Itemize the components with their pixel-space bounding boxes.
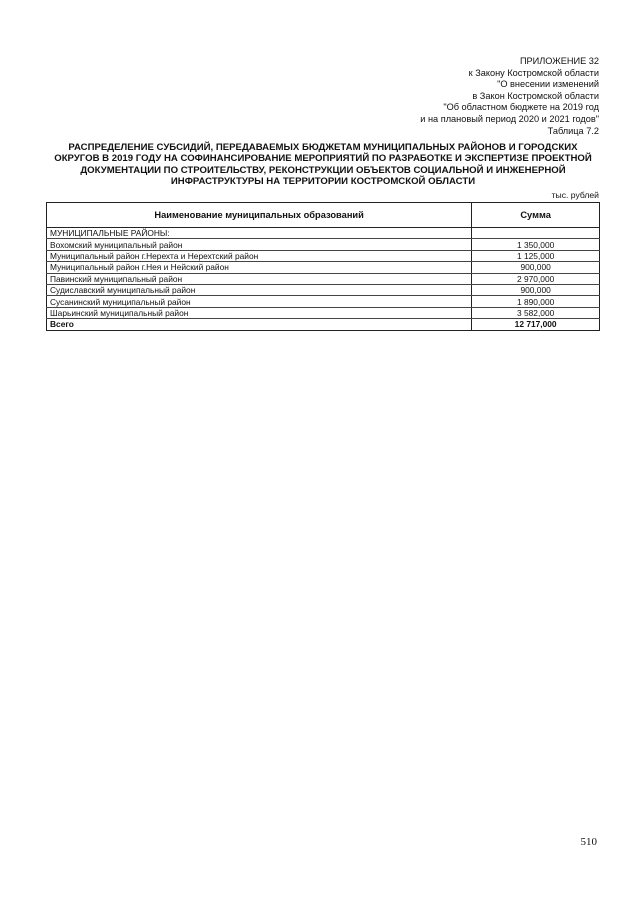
row-name: Сусанинский муниципальный район xyxy=(47,296,472,307)
header-line: "О внесении изменений xyxy=(497,79,599,90)
header-line: к Закону Костромской области xyxy=(468,67,599,78)
row-name: Муниципальный район г.Нея и Нейский район xyxy=(47,262,472,273)
section-row xyxy=(47,228,600,239)
column-header-amount: Сумма xyxy=(472,203,600,228)
section-label: МУНИЦИПАЛЬНЫЕ РАЙОНЫ: xyxy=(47,228,472,239)
row-name: Судиславский муниципальный район xyxy=(47,284,472,295)
row-amount: 2 970,000 xyxy=(472,273,600,284)
header-line: в Закон Костромской области xyxy=(472,90,599,101)
row-amount: 1 350,000 xyxy=(472,239,600,250)
subsidy-table xyxy=(46,202,600,331)
header-line: ПРИЛОЖЕНИЕ 32 xyxy=(519,56,599,66)
title-line: РАСПРЕДЕЛЕНИЕ СУБСИДИЙ, ПЕРЕДАВАЕМЫХ БЮДЖЕТАМ МУНИЦИПАЛЬНЫХ РАЙОНОВ И ГОРОДСКИХ xyxy=(68,142,578,153)
row-amount: 1 890,000 xyxy=(472,296,600,307)
table-number: Таблица 7.2 xyxy=(547,125,599,136)
section-amount-empty xyxy=(472,228,600,239)
title-line: ОКРУГОВ В 2019 ГОДУ НА СОФИНАНСИРОВАНИЕ МЕРОПРИЯТИЙ ПО РАЗРАБОТКЕ И ЭКСПЕРТИЗЕ ПРОЕКТНОЙ xyxy=(54,153,592,165)
row-name: Муниципальный район г.Нерехта и Нерехтский район xyxy=(47,250,472,261)
title-line: ИНФРАСТРУКТУРЫ НА ТЕРРИТОРИИ КОСТРОМСКОЙ ОБЛАСТИ xyxy=(170,176,476,188)
total-label: Всего xyxy=(47,319,472,330)
table-row xyxy=(47,273,600,284)
row-name: Вохомский муниципальный район xyxy=(47,239,472,250)
row-name: Павинский муниципальный район xyxy=(47,273,472,284)
header-line: и на плановый период 2020 и 2021 годов" xyxy=(420,113,599,124)
units-label: тыс. рублей xyxy=(551,190,599,200)
document-title xyxy=(46,142,600,188)
row-amount: 900,000 xyxy=(472,262,600,273)
title-line: ДОКУМЕНТАЦИИ ПО СТРОИТЕЛЬСТВУ, РЕКОНСТРУКЦИИ ОБЪЕКТОВ СОЦИАЛЬНОЙ И ИНЖЕНЕРНОЙ xyxy=(80,164,566,176)
row-name: Шарьинский муниципальный район xyxy=(47,307,472,318)
header-line: "Об областном бюджете на 2019 год xyxy=(443,102,599,113)
total-amount: 12 717,000 xyxy=(472,319,600,330)
table-row xyxy=(47,284,600,295)
row-amount: 3 582,000 xyxy=(472,307,600,318)
column-header-name: Наименование муниципальных образований xyxy=(47,203,472,228)
table-row xyxy=(47,250,600,261)
table-row xyxy=(47,239,600,250)
table-row xyxy=(47,296,600,307)
table-row xyxy=(47,262,600,273)
page-number: 510 xyxy=(580,836,597,848)
table-row xyxy=(47,307,600,318)
row-amount: 900,000 xyxy=(472,284,600,295)
table-header-row xyxy=(47,203,600,228)
document-header xyxy=(279,56,599,137)
total-row xyxy=(47,319,600,330)
row-amount: 1 125,000 xyxy=(472,250,600,261)
